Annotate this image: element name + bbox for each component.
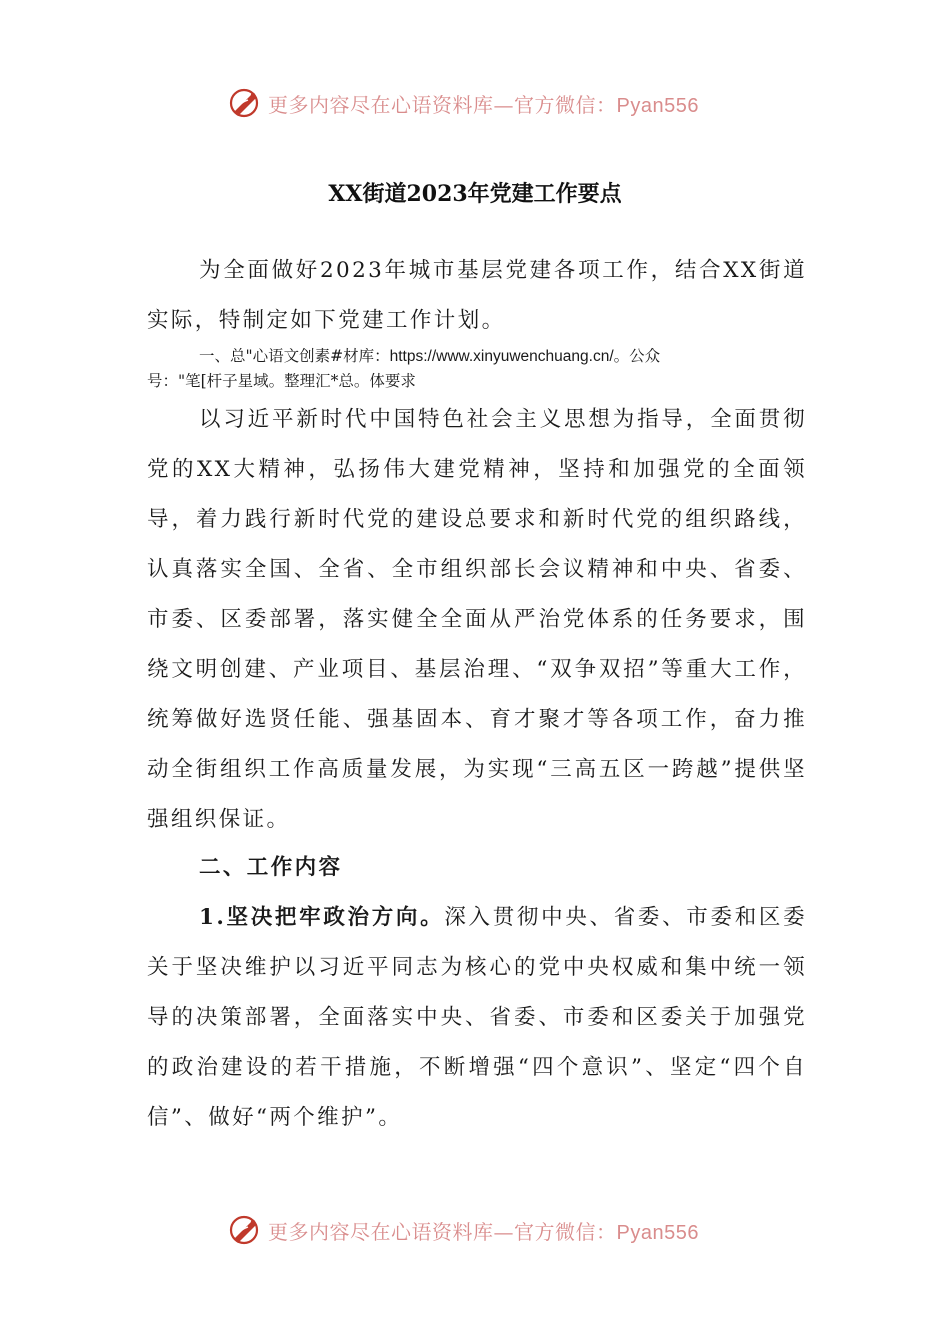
intro-paragraph: 为全面做好2023年城市基层党建各项工作，结合XX街道实际，特制定如下党建工作计划。: [147, 258, 807, 333]
intro-block: [147, 246, 807, 346]
pen-logo-icon: [228, 1213, 262, 1247]
watermark-text: 更多内容尽在心语资料库—官方微信：Pyan556: [268, 92, 699, 117]
section-two-block: [147, 843, 807, 893]
section-one-line2: 号："笔[杆子星域。整理汇*总。体要求: [147, 372, 416, 390]
guideline-block: [147, 395, 807, 845]
item-one-lead: 1.坚决把牢政治方向。: [199, 905, 445, 930]
section-one-line1: 一、总"心语文创素#材库：https://www.xinyuwenchuang.cn/。公众: [199, 347, 661, 365]
document-title: XX街道2023年党建工作要点: [328, 181, 622, 207]
guideline-paragraph: 以习近平新时代中国特色社会主义思想为指导，全面贯彻党的XX大精神，弘扬伟大建党精神，坚持和加强党的全面领导，着力践行新时代党的建设总要求和新时代党的组织路线，认真落实全国、全省、全市组织部长会议精神和中央、省委、市委、区委部署，落实健全全面从严治党体系的任务要求，围绕文明创建、产业项目、基层治理、“双争双招”等重大工作，统筹做好选贤任能、强基固本、育才聚才等各项工作，奋力推动全街组织工作高质量发展，为实现“三高五区一跨越”提供坚强组织保证。: [147, 407, 807, 832]
section-two-heading: 二、工作内容: [199, 855, 343, 880]
watermark-text: 更多内容尽在心语资料库—官方微信：Pyan556: [268, 1219, 699, 1244]
item-one-text: 深入贯彻中央、省委、市委和区委关于坚决维护以习近平同志为核心的党中央权威和集中统一领导的决策部署，全面落实中央、省委、市委和区委关于加强党的政治建设的若干措施，不断增强“四个意识”、坚定“四个自信”、做好“两个维护”。: [147, 905, 807, 1130]
item-one-block: [147, 893, 807, 1143]
section-one-heading: [147, 344, 787, 393]
pen-logo-icon: [228, 86, 262, 120]
item-one-paragraph: [147, 893, 807, 1143]
header-watermark-banner: [228, 83, 699, 123]
footer-watermark-banner: [228, 1210, 699, 1250]
